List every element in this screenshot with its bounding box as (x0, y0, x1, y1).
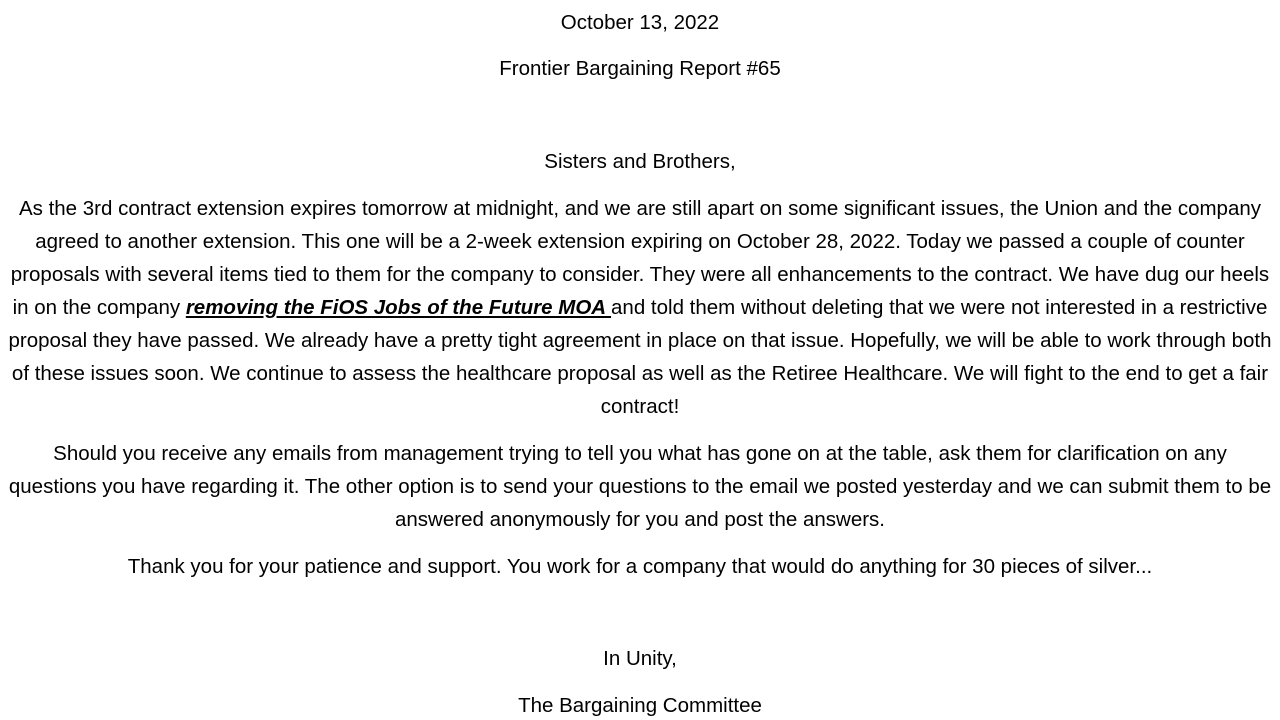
paragraph-management-emails: Should you receive any emails from management trying to tell you what has gone on at the table, ask them for clarification on any questions you have regarding it. The other option is to send your questions to the email we posted yesterday and we can submit them to be answered anonymously for you and post the answers. (8, 442, 1272, 531)
fios-moa-emphasis: removing the FiOS Jobs of the Future MOA (185, 296, 612, 319)
paragraph-extension-update (8, 192, 1272, 423)
paragraph-thanks: Thank you for your patience and support. You work for a company that would do anything for 30 pieces of silver... (127, 555, 1153, 578)
report-title: Frontier Bargaining Report #65 (499, 57, 781, 80)
report-date: October 13, 2022 (560, 11, 720, 34)
paragraph-1-text-after: and told them without deleting that we were not interested in a restrictive proposal they have passed. We already have a pretty tight agreement in place on that issue. Hopefully, we will be able to work through both of these issues soon. We continue to assess the healthcare proposal as well as the Retiree Healthcare. We will fight to the end to get a fair contract! (8, 296, 1272, 418)
closing: In Unity, (603, 647, 677, 670)
paragraph-1-text-before: As the 3rd contract extension expires tomorrow at midnight, and we are still apart on some significant issues, the Union and the company agreed to another extension. This one will be a 2-week extension expiring on October 28, 2022. Today we passed a couple of counter proposals with several items tied to them for the company to consider. They were all enhancements to the contract. We have dug our heels in on the company (10, 197, 1270, 319)
signature: The Bargaining Committee (518, 694, 762, 717)
salutation: Sisters and Brothers, (544, 150, 736, 173)
